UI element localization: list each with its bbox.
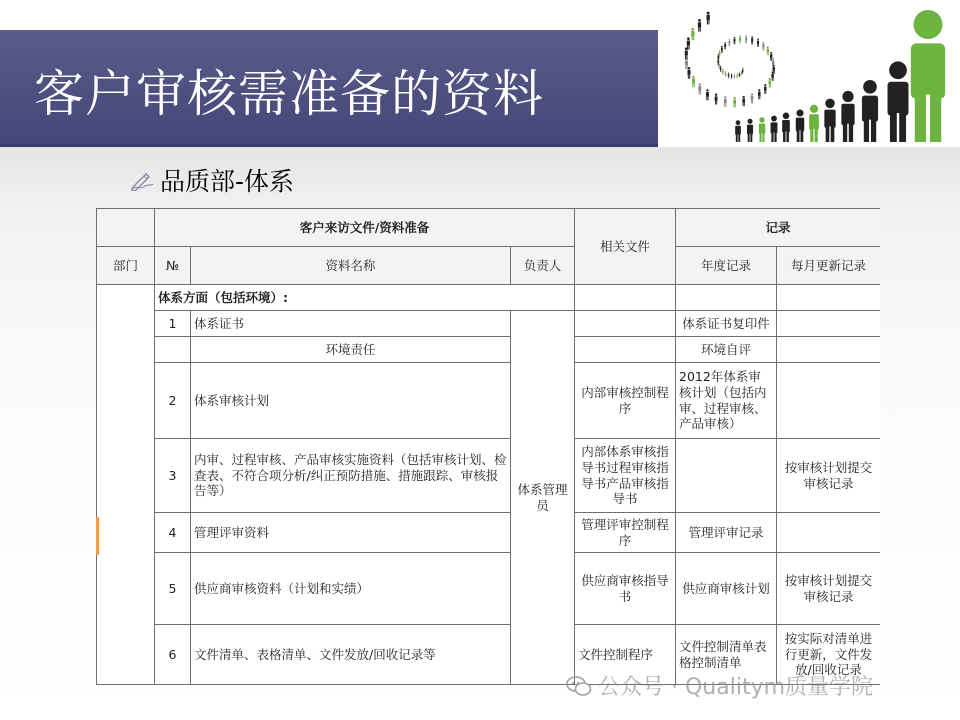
crowd-person-icon [735, 120, 741, 142]
top-strip [0, 0, 658, 30]
table-row [97, 513, 881, 553]
spiral-person-icon [736, 73, 737, 78]
header-owner: 负责人 [511, 247, 575, 285]
row-monthly [777, 513, 880, 553]
owner-merged: 体系管理员 [511, 311, 575, 685]
crowd-person-icon [782, 113, 790, 142]
spiral-person-icon [764, 84, 767, 94]
crowd-person-icon [862, 80, 878, 142]
row-yearly: 管理评审记录 [676, 513, 777, 553]
table-row [97, 439, 881, 513]
spiral-person-icon [692, 76, 695, 88]
row-yearly: 环境自评 [676, 337, 777, 363]
header-name: 资料名称 [191, 247, 511, 285]
spiral-person-icon [745, 35, 747, 43]
row-related: 内部审核控制程序 [575, 363, 676, 439]
header-yearly: 年度记录 [676, 247, 777, 285]
spiral-person-icon [698, 19, 701, 32]
spiral-person-icon [698, 83, 701, 94]
table-row [97, 553, 881, 625]
crowd-person-icon [747, 119, 753, 142]
dept-cell [97, 285, 155, 685]
spiral-person-icon [771, 71, 773, 80]
crowd-person-icon [888, 61, 909, 142]
row-name: 供应商审核资料（计划和实绩） [191, 553, 511, 625]
spiral-person-icon [687, 67, 690, 79]
crowd-person-icon [759, 117, 765, 142]
row-monthly [777, 363, 880, 439]
subtitle [130, 162, 294, 198]
spiral-person-icon [715, 94, 718, 105]
crowd-person-icon [809, 105, 819, 142]
spiral-person-icon [767, 46, 769, 55]
row-monthly [777, 311, 880, 337]
pencil-icon [130, 169, 154, 191]
spiral-person-icon [691, 28, 694, 40]
spiral-person-icon [728, 39, 730, 46]
table-row [97, 311, 881, 337]
table-row [97, 337, 881, 363]
row-related: 文件控制程序 [575, 625, 676, 685]
row-name: 环境责任 [191, 337, 511, 363]
header-dept: 部门 [97, 247, 155, 285]
spiral-person-icon [762, 42, 764, 51]
row-name: 体系审核计划 [191, 363, 511, 439]
spiral-person-icon [757, 38, 759, 46]
row-related [575, 311, 676, 337]
row-monthly: 按实际对清单进行更新，文件发放/回收记录 [777, 625, 880, 685]
header-blank [97, 209, 155, 247]
spiral-person-icon [731, 73, 732, 78]
row-related [575, 337, 676, 363]
people-crowd-logo [660, 0, 960, 147]
row-name: 内审、过程审核、产品审核实施资料（包括审核计划、检查表、不符合项分析/纠正预防措施、措施跟踪、审核报告等） [191, 439, 511, 513]
header-docs-group: 客户来访文件/资料准备 [155, 209, 575, 247]
spiral-person-icon [742, 70, 743, 74]
crowd-person-icon [796, 109, 804, 142]
audit-materials-table [96, 208, 880, 685]
spiral-person-icon [725, 71, 726, 77]
row-monthly [777, 337, 880, 363]
row-no [155, 337, 191, 363]
row-yearly [676, 439, 777, 513]
row-no: 4 [155, 513, 191, 553]
section-title: 体系方面（包括环境）: [155, 285, 575, 311]
row-related: 供应商审核指导书 [575, 553, 676, 625]
section-related [575, 285, 676, 311]
watermark-text: 公众号 · Qualitym质量学院 [598, 675, 874, 700]
header-related-docs: 相关文件 [575, 209, 676, 285]
row-yearly: 供应商审核计划 [676, 553, 777, 625]
spiral-person-icon [719, 50, 721, 57]
spiral-person-icon [720, 66, 722, 72]
spiral-person-icon [733, 37, 735, 45]
row-name: 文件清单、表格清单、文件发放/回收记录等 [191, 625, 511, 685]
spiral-person-icon [751, 93, 754, 103]
row-yearly: 体系证书复印件 [676, 311, 777, 337]
row-name: 管理评审资料 [191, 513, 511, 553]
row-highlight-marker [96, 517, 99, 555]
spiral-person-icon [741, 71, 742, 76]
table-row [97, 363, 881, 439]
spiral-person-icon [758, 89, 761, 99]
crowd-person-icon [841, 91, 854, 142]
spiral-person-icon [769, 78, 772, 88]
row-yearly: 文件控制清单表格控制清单 [676, 625, 777, 685]
spiral-person-icon [721, 46, 723, 53]
crowd-person-icon [771, 116, 778, 142]
section-monthly [777, 285, 880, 311]
row-no: 1 [155, 311, 191, 337]
row-no: 5 [155, 553, 191, 625]
people-crowd-logo-graphic [660, 0, 960, 147]
spiral-person-icon [724, 96, 727, 107]
spiral-person-icon [751, 36, 753, 44]
spiral-person-icon [739, 35, 741, 43]
row-no: 6 [155, 625, 191, 685]
header-records-group: 记录 [676, 209, 880, 247]
watermark [566, 670, 873, 701]
spiral-person-icon [733, 97, 736, 108]
header-no: № [155, 247, 191, 285]
row-related: 内部体系审核指导书过程审核指导书产品审核指导书 [575, 439, 676, 513]
spiral-person-icon [734, 74, 735, 79]
title-bar [0, 30, 658, 147]
row-related: 管理评审控制程序 [575, 513, 676, 553]
row-monthly: 按审核计划提交审核记录 [777, 439, 880, 513]
wechat-icon [566, 675, 592, 697]
document-table-image [96, 208, 880, 688]
spiral-person-icon [728, 73, 729, 79]
spiral-person-icon [770, 52, 772, 61]
spiral-person-icon [742, 96, 745, 106]
row-no: 3 [155, 439, 191, 513]
spiral-person-icon [706, 12, 709, 25]
spiral-person-icon [687, 37, 690, 49]
spiral-person-icon [722, 69, 724, 75]
spiral-person-icon [706, 89, 709, 100]
row-monthly: 按审核计划提交审核记录 [777, 553, 880, 625]
row-yearly: 2012年体系审核计划（包括内审、过程审核、产品审核） [676, 363, 777, 439]
large-person-icon [911, 10, 945, 142]
row-no: 2 [155, 363, 191, 439]
spiral-person-icon [724, 42, 726, 49]
crowd-person-icon [824, 99, 835, 142]
slide-title: 客户审核需准备的资料 [34, 65, 544, 123]
spiral-person-icon [739, 72, 740, 77]
row-name: 体系证书 [191, 311, 511, 337]
section-yearly [676, 285, 777, 311]
header-monthly: 每月更新记录 [777, 247, 880, 285]
subtitle-text: 品质部-体系 [160, 167, 295, 196]
